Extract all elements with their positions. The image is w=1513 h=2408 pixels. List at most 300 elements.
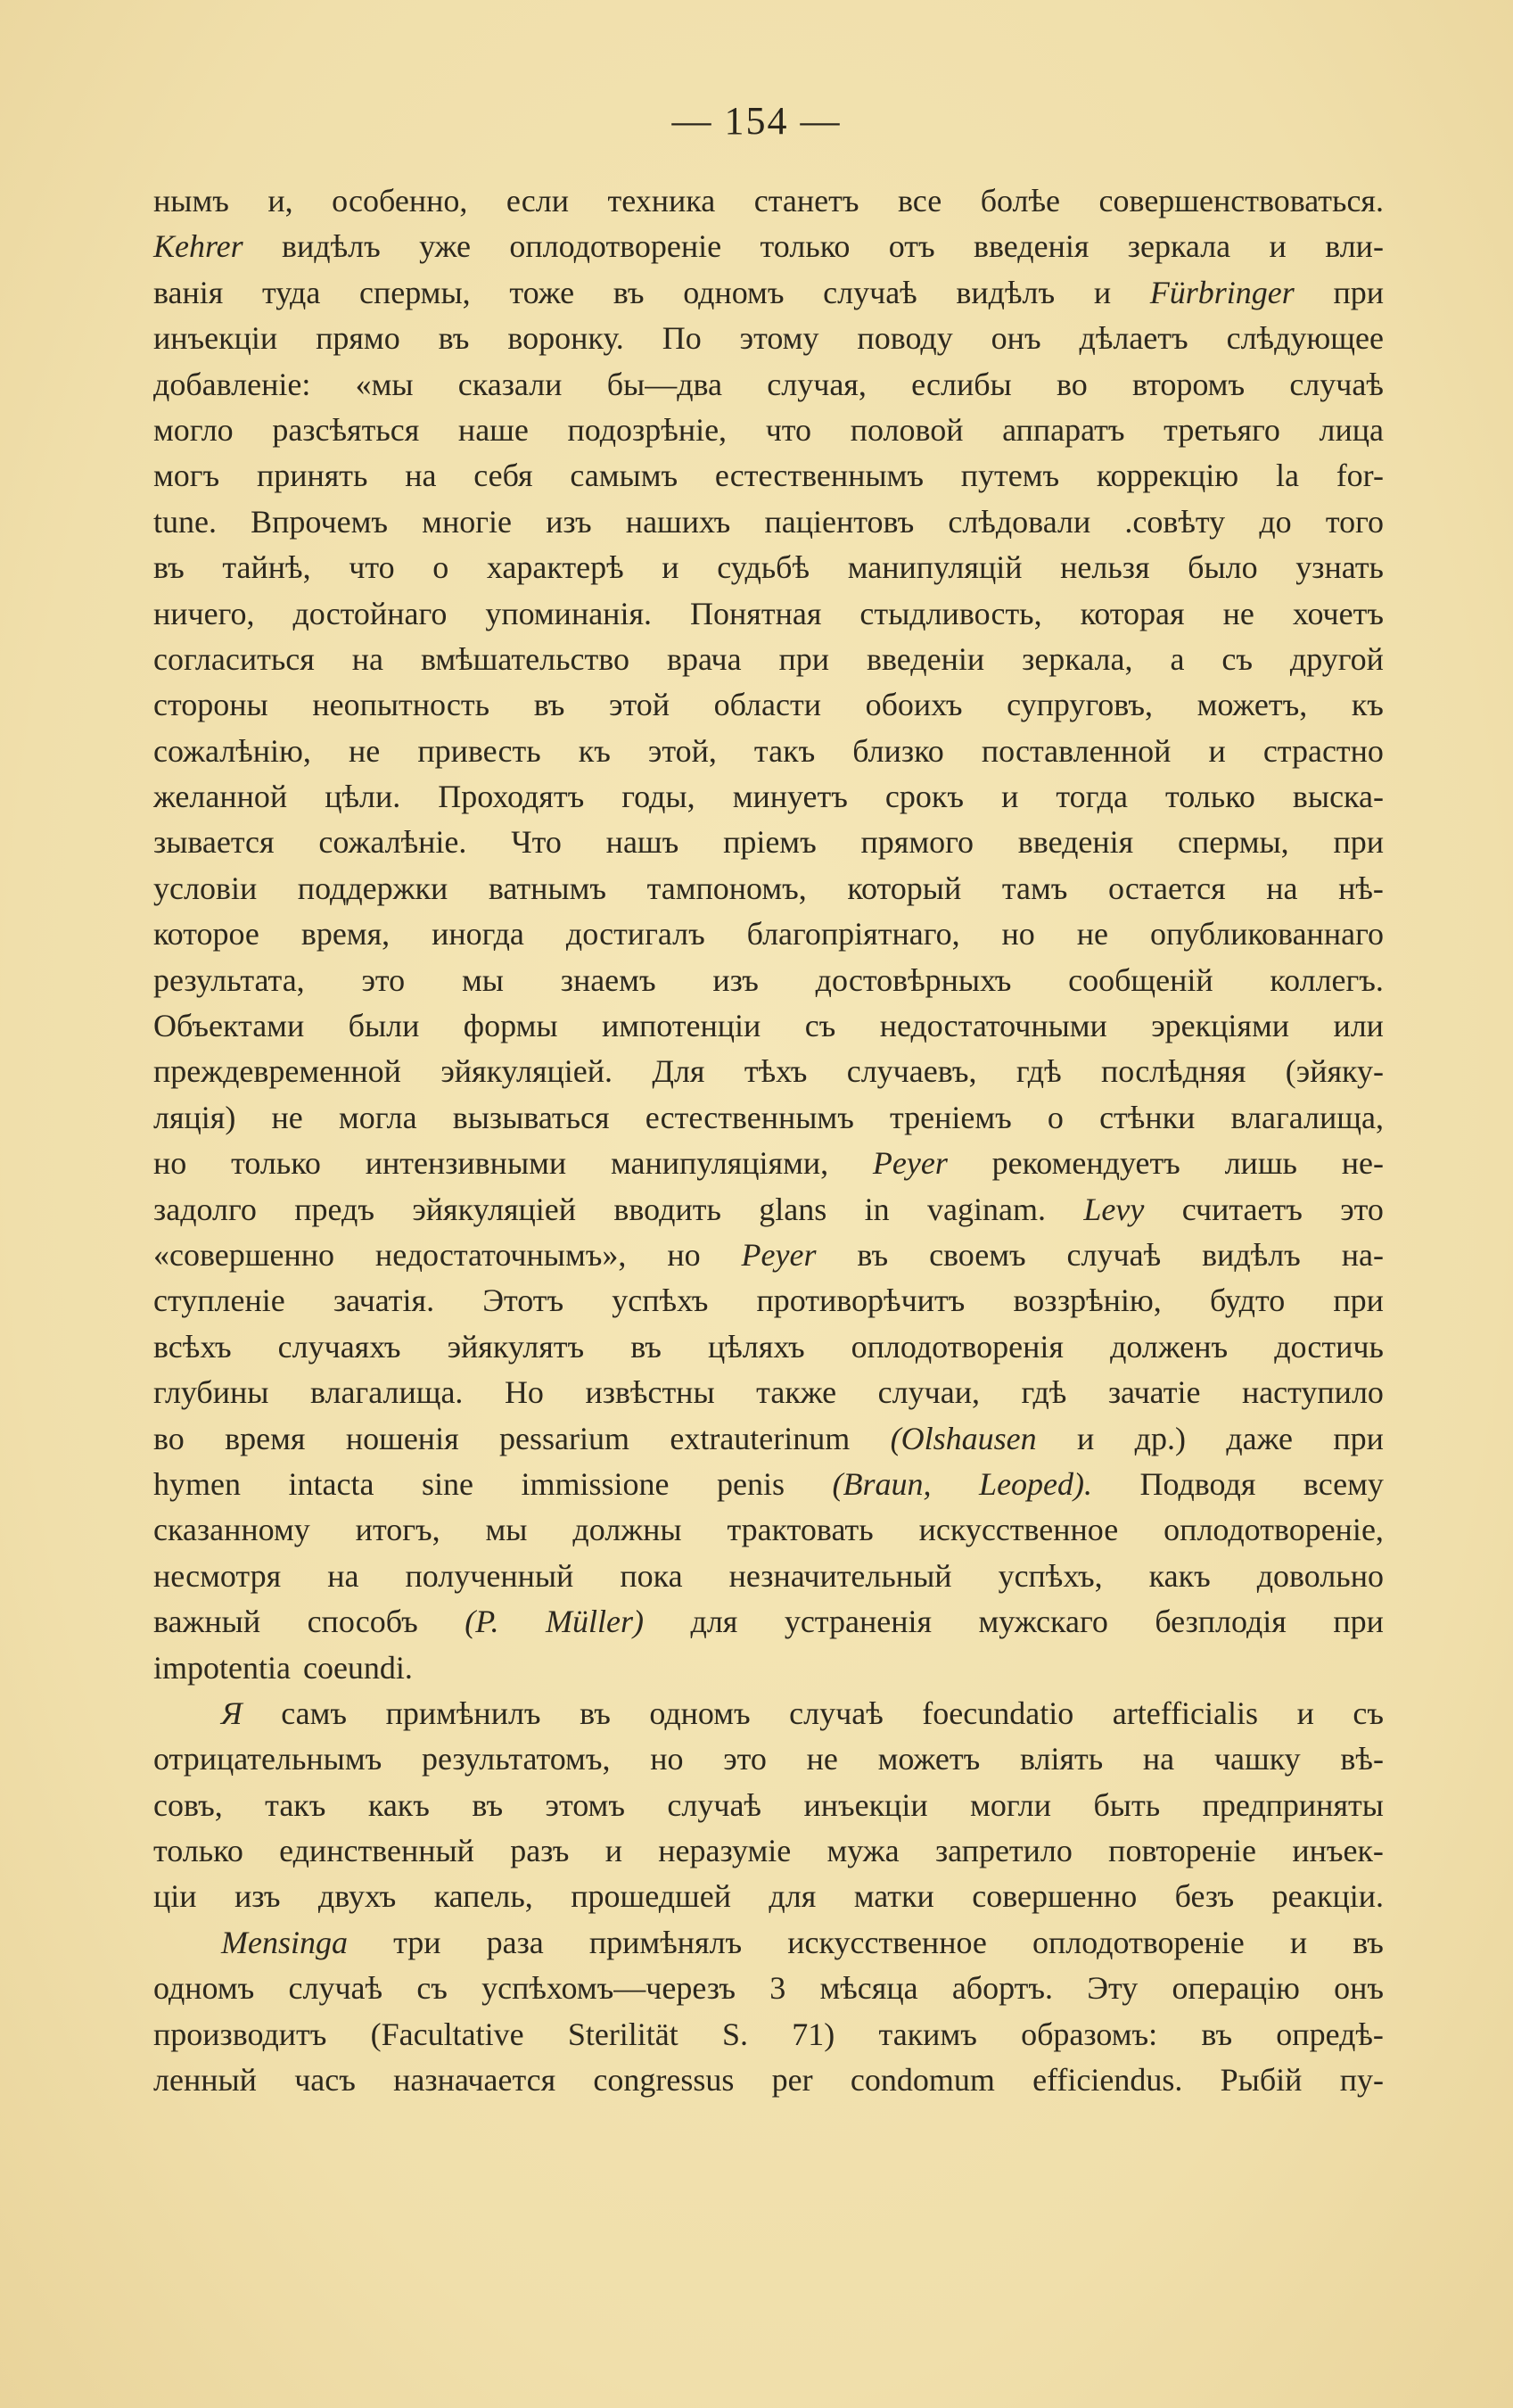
word: должны [572, 1512, 682, 1548]
word: выска- [1292, 779, 1384, 815]
word: Müller) [546, 1604, 645, 1640]
text-line [153, 178, 1384, 224]
word: упоминанія. [485, 595, 653, 631]
text-line [153, 682, 1384, 728]
word: изъ [234, 1878, 281, 1915]
word: формы [463, 1008, 558, 1044]
word: тѣхъ [744, 1053, 808, 1090]
word: капель, [433, 1878, 533, 1915]
word: важный [153, 1604, 261, 1640]
word: въ [438, 320, 470, 357]
word: трактовать [727, 1512, 874, 1548]
word: будто [1209, 1282, 1286, 1319]
word: Leoped). [979, 1465, 1093, 1502]
text-line [153, 591, 1384, 637]
word: оплодотвореніе [1032, 1924, 1245, 1960]
word: нашихъ [625, 503, 731, 540]
word: съ [1353, 1695, 1384, 1731]
word: разсѣяться [272, 411, 420, 448]
text-line [153, 958, 1384, 1003]
word: были [348, 1008, 420, 1044]
word: могъ [153, 458, 220, 494]
text-line [153, 1462, 1384, 1507]
text-line [153, 1966, 1384, 2011]
word: спермы, [1178, 824, 1289, 861]
word: импотенціи [601, 1008, 761, 1044]
word: абортъ. [951, 1970, 1053, 2007]
word: треніемъ [889, 1099, 1012, 1135]
word: безплодія [1155, 1604, 1287, 1640]
word: инъек- [1292, 1833, 1384, 1869]
word: бы—два [606, 366, 723, 402]
word: другой [1289, 640, 1384, 677]
word: прошедшей [571, 1878, 731, 1915]
text-line [153, 1187, 1384, 1233]
word: это [1340, 1191, 1384, 1227]
word: ванія [153, 274, 224, 310]
word: интензивными [365, 1145, 567, 1182]
word: введеніи [867, 640, 985, 677]
word: сказанному [153, 1512, 310, 1548]
word: нѣ- [1338, 870, 1384, 906]
word: подозрѣніе, [567, 411, 728, 448]
word: третьяго [1164, 411, 1280, 448]
word: нельзя [1060, 549, 1150, 586]
word: къ [1351, 687, 1384, 723]
word: онъ [991, 320, 1041, 357]
word: поводу [857, 320, 953, 357]
word: съ [416, 1970, 448, 2007]
word: coeundi. [302, 1649, 413, 1686]
word: благопріятнаго, [746, 916, 960, 952]
body-text [153, 178, 1384, 2103]
word: воронку. [507, 320, 624, 357]
word: раза [486, 1924, 544, 1960]
word: путемъ [960, 458, 1060, 494]
word: запретило [934, 1833, 1073, 1869]
word: foecundatio [922, 1695, 1074, 1731]
word: такъ [753, 732, 816, 769]
word: знаемъ [560, 961, 656, 998]
word: immissione [521, 1465, 670, 1502]
word: и [1208, 732, 1226, 769]
word: отрицательнымъ [153, 1741, 382, 1777]
word: разъ [510, 1833, 570, 1869]
word: эрекціями [1151, 1008, 1290, 1044]
text-line [153, 1278, 1384, 1324]
word: близко [852, 732, 944, 769]
word: condomum [850, 2062, 995, 2099]
word: Понятная [690, 595, 822, 631]
word: часъ [294, 2062, 356, 2099]
word: hymen [153, 1465, 241, 1502]
word: устраненія [784, 1604, 933, 1640]
word: въ [630, 1328, 662, 1365]
word: совершенно [972, 1878, 1138, 1915]
text-line [153, 2058, 1384, 2103]
text-line [153, 1783, 1384, 1828]
word: влагалища. [309, 1374, 464, 1411]
word: успѣхъ, [998, 1557, 1103, 1594]
word: на [1142, 1741, 1175, 1777]
word: противорѣчитъ [756, 1282, 966, 1319]
word: могли [970, 1786, 1051, 1823]
word: что [765, 411, 812, 448]
word: тайнѣ, [222, 549, 311, 586]
word: но [667, 1236, 701, 1273]
word: полученный [405, 1557, 574, 1594]
text-line [153, 774, 1384, 820]
word: привесть [417, 732, 541, 769]
word: рекомендуетъ [991, 1145, 1180, 1182]
word: in [864, 1191, 890, 1227]
word: ватнымъ [488, 870, 606, 906]
word: если [506, 183, 569, 219]
word: зеркала [1127, 228, 1231, 265]
word: но [650, 1741, 684, 1777]
word: паціентовъ [764, 503, 915, 540]
word: и [1289, 1924, 1308, 1960]
word: нашъ [605, 824, 679, 861]
word: случаяхъ [277, 1328, 401, 1365]
text-line [153, 1003, 1384, 1049]
text-line [153, 1095, 1384, 1141]
word: видѣлъ [956, 274, 1056, 310]
word: все [897, 183, 942, 219]
word: видѣлъ [282, 228, 381, 265]
word: цѣли. [325, 779, 401, 815]
word: всѣхъ [153, 1328, 232, 1365]
word: Эту [1087, 1970, 1139, 2007]
word: оплодотвореніе, [1164, 1512, 1384, 1548]
word: одномъ [153, 1970, 255, 2007]
word: случаѣ [823, 274, 917, 310]
word: опредѣ- [1276, 2016, 1384, 2052]
text-line [153, 1920, 1384, 1966]
word: слѣдующее [1226, 320, 1384, 357]
word: цѣляхъ [707, 1328, 805, 1365]
word: vaginam. [927, 1191, 1046, 1227]
word: введенія [973, 228, 1090, 265]
word: манипуляцій [847, 549, 1023, 586]
word: 71) [792, 2016, 835, 2052]
word: воззрѣнію, [1013, 1282, 1162, 1319]
word: совъ, [153, 1786, 223, 1823]
word: это [361, 961, 406, 998]
word: во [153, 1420, 185, 1456]
word: вызываться [452, 1099, 610, 1135]
word: въ [153, 549, 185, 586]
word: результата, [153, 961, 305, 998]
word: хочетъ [1292, 595, 1384, 631]
word: недостаточнымъ», [374, 1236, 627, 1273]
word: быть [1093, 1786, 1161, 1823]
word: даже [1226, 1420, 1294, 1456]
word: принять [256, 458, 368, 494]
word: Этотъ [482, 1282, 564, 1319]
word: и [1093, 274, 1112, 310]
word: этой [609, 687, 670, 723]
word: туда [262, 274, 321, 310]
word: единственный [279, 1833, 474, 1869]
word: Kehrer [153, 228, 243, 265]
word: можетъ, [1196, 687, 1308, 723]
word: penis [717, 1465, 785, 1502]
word: преждевременной [153, 1053, 401, 1090]
text-line [153, 637, 1384, 682]
word: поставленной [981, 732, 1172, 769]
text-line [153, 1507, 1384, 1553]
word: мы [461, 961, 504, 998]
word: прямого [860, 824, 974, 861]
word: поддержки [297, 870, 448, 906]
word: образомъ: [1021, 2016, 1158, 2052]
word: въ [1353, 1924, 1384, 1960]
word: стыдливость, [859, 595, 1042, 631]
word: мужскаго [978, 1604, 1108, 1640]
word: безъ [1174, 1878, 1235, 1915]
word: и, [267, 183, 293, 219]
word: стороны [153, 687, 268, 723]
word: не [1076, 916, 1108, 952]
word: для [769, 1878, 817, 1915]
word: въ [472, 1786, 504, 1823]
word: S. [722, 2016, 749, 2052]
word: Peyer [741, 1236, 817, 1273]
word: случаи, [877, 1374, 980, 1411]
word: ношенія [345, 1420, 459, 1456]
word: послѣдняя [1101, 1053, 1246, 1090]
word: спермы, [359, 274, 471, 310]
word: болѣе [980, 183, 1061, 219]
word: достичь [1274, 1328, 1384, 1365]
word: такъ [265, 1786, 326, 1823]
word: въ [1201, 2016, 1233, 2052]
word: неразуміе [658, 1833, 792, 1869]
text-line [153, 224, 1384, 269]
word: Levy [1083, 1191, 1145, 1227]
word: своемъ [929, 1236, 1026, 1273]
word: предъ [294, 1191, 374, 1227]
text-line [153, 1233, 1384, 1278]
word: зачатія. [333, 1282, 435, 1319]
word: случаѣ [288, 1970, 383, 2007]
word: congressus [593, 2062, 735, 2099]
word: предприняты [1202, 1786, 1384, 1823]
word: второмъ [1131, 366, 1246, 402]
word: la [1275, 458, 1299, 494]
word: успѣхомъ—черезъ [481, 1970, 736, 2007]
word: Рыбій [1220, 2062, 1303, 2099]
word: гдѣ [1016, 1053, 1062, 1090]
word: такимъ [878, 2016, 977, 2052]
word: наступило [1241, 1374, 1384, 1411]
word: при [1333, 1420, 1384, 1456]
text-line [153, 499, 1384, 545]
word: при [1333, 274, 1384, 310]
word: искусственное [918, 1512, 1119, 1548]
word: ляція) [153, 1099, 236, 1135]
word: ступленіе [153, 1282, 285, 1319]
word: только [231, 1145, 321, 1182]
word: введенія [1017, 824, 1134, 861]
word: этой, [647, 732, 717, 769]
word: лишь [1224, 1145, 1297, 1182]
word: неопытность [312, 687, 490, 723]
word: но [1001, 916, 1035, 952]
word: судьбѣ [717, 549, 810, 586]
word: примѣнялъ [588, 1924, 743, 1960]
word: на [351, 640, 383, 677]
word: довольно [1256, 1557, 1384, 1594]
word: врача [666, 640, 742, 677]
word: вводить [613, 1191, 721, 1227]
word: манипуляціями, [610, 1145, 829, 1182]
word: техника [607, 183, 716, 219]
word: незначительный [728, 1557, 952, 1594]
text-line [153, 453, 1384, 499]
word: совершенствоваться. [1098, 183, 1384, 219]
word: наше [457, 411, 529, 448]
word: срокъ [884, 779, 965, 815]
text-line [153, 1599, 1384, 1645]
word: изъ [546, 503, 592, 540]
word: многіе [422, 503, 512, 540]
word: не [349, 732, 381, 769]
text-line [153, 270, 1384, 316]
word: операцію [1172, 1970, 1300, 2007]
word: себя [473, 458, 533, 494]
word: естественнымъ [714, 458, 924, 494]
word: и [1296, 1695, 1314, 1731]
word: per [771, 2062, 813, 2099]
word: tune. [153, 503, 217, 540]
word: Объектами [153, 1008, 305, 1044]
word: не [271, 1099, 303, 1135]
word: успѣхъ [612, 1282, 709, 1319]
word: зеркала, [1022, 640, 1133, 677]
text-line [153, 2012, 1384, 2058]
word: эйякулятъ [447, 1328, 585, 1365]
word: artefficialis [1112, 1695, 1259, 1731]
word: три [393, 1924, 441, 1960]
word: могло [153, 411, 234, 448]
word: отъ [888, 228, 935, 265]
word: зывается [153, 824, 275, 861]
page-number: — 154 — [671, 99, 842, 143]
word: Подводя [1139, 1465, 1256, 1502]
word: на- [1341, 1236, 1384, 1273]
word: можетъ [877, 1741, 981, 1777]
word: которая [1080, 595, 1185, 631]
word: не [806, 1741, 838, 1777]
word: повтореніе [1108, 1833, 1257, 1869]
word: ціи [153, 1878, 197, 1915]
text-line [153, 729, 1384, 774]
word: задолго [153, 1191, 257, 1227]
word: сожалѣніе. [318, 824, 467, 861]
word: достовѣрныхъ [815, 961, 1012, 998]
word: также [756, 1374, 837, 1411]
word: результатомъ, [421, 1741, 611, 1777]
word: условіи [153, 870, 258, 906]
word: до [1259, 503, 1292, 540]
word: ничего, [153, 595, 255, 631]
word: производитъ [153, 2016, 327, 2052]
word: случаѣ [667, 1786, 761, 1823]
word: 3 [769, 1970, 786, 2007]
word: вли- [1325, 228, 1384, 265]
word: области [713, 687, 821, 723]
word: которое [153, 916, 259, 952]
word: мы [485, 1512, 528, 1548]
word: недостаточными [879, 1008, 1107, 1044]
word: сообщеній [1068, 961, 1213, 998]
text-line [153, 545, 1384, 590]
word: аппаратъ [1002, 411, 1125, 448]
word: случаѣ [789, 1695, 884, 1731]
word: стѣнки [1099, 1099, 1196, 1135]
word: къ [578, 732, 611, 769]
text-line [153, 1141, 1384, 1186]
word: въ [613, 274, 645, 310]
word: вмѣшательство [420, 640, 629, 677]
word: особенно, [332, 183, 468, 219]
word: Но [504, 1374, 544, 1411]
word: пока [620, 1557, 683, 1594]
word: только [153, 1833, 243, 1869]
word: дѣлаетъ [1079, 320, 1188, 357]
word: (Braun, [832, 1465, 932, 1502]
word: .совѣту [1124, 503, 1226, 540]
word: въ [533, 687, 565, 723]
word: согласиться [153, 640, 315, 677]
word: съ [1221, 640, 1253, 677]
word: того [1325, 503, 1384, 540]
word: долженъ [1110, 1328, 1229, 1365]
word: на [405, 458, 437, 494]
word: это [723, 1741, 767, 1777]
word: этому [739, 320, 819, 357]
word: и [604, 1833, 622, 1869]
word: Впрочемъ [251, 503, 388, 540]
word: impotentia [153, 1649, 291, 1686]
word: intacta [288, 1465, 374, 1502]
word: (Olshausen [890, 1420, 1037, 1456]
word: pessarium [499, 1420, 629, 1456]
text-line [153, 362, 1384, 408]
word: ленный [153, 2062, 257, 2099]
word: матки [853, 1878, 934, 1915]
word: минуетъ [732, 779, 848, 815]
word: только [760, 228, 851, 265]
word: въ [580, 1695, 611, 1731]
word: достигалъ [565, 916, 705, 952]
word: двухъ [317, 1878, 397, 1915]
word: лица [1319, 411, 1384, 448]
word: (эйяку- [1285, 1053, 1384, 1090]
word: (P. [465, 1604, 499, 1640]
word: этомъ [545, 1786, 625, 1823]
word: коррекцію [1096, 458, 1239, 494]
word: или [1333, 1008, 1384, 1044]
word: извѣстны [585, 1374, 715, 1411]
word: способъ [307, 1604, 418, 1640]
word: станетъ [753, 183, 859, 219]
word: половой [850, 411, 964, 448]
word: который [847, 870, 962, 906]
word: въ [857, 1236, 889, 1273]
